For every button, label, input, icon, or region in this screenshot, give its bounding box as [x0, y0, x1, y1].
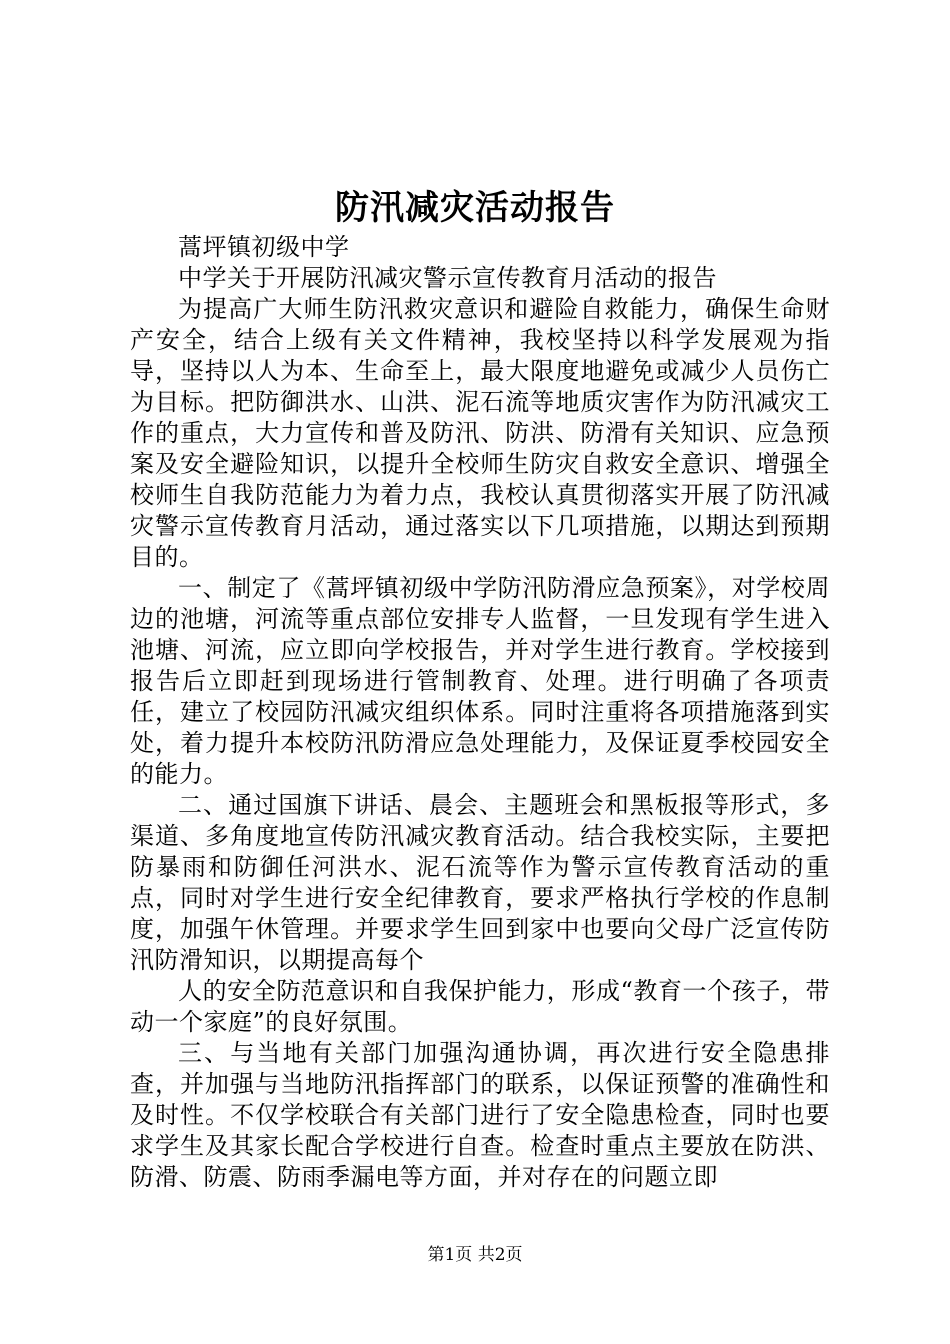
paragraph-report-subtitle: 中学关于开展防汛减灾警示宣传教育月活动的报告: [178, 264, 717, 292]
paragraph-measure-two-continued: 人的安全防范意识和自我保护能力，形成“教育一个孩子，带动一个家庭”的良好氛围。: [130, 977, 830, 1036]
page-footer: 第1页 共2页: [427, 1245, 523, 1265]
document-body: [130, 232, 830, 1193]
document-title: 防汛减灾活动报告: [335, 188, 615, 228]
paragraph-measure-two: 二、通过国旗下讲话、晨会、主题班会和黑板报等形式，多渠道、多角度地宣传防汛减灾教育活动。结合我校实际，主要把防暴雨和防御任河洪水、泥石流等作为警示宣传教育活动的重点，同时对学生进行安全纪律教育，要求严格执行学校的作息制度，加强午休管理。并要求学生回到家中也要向父母广泛宣传防汛防滑知识，以期提高每个: [130, 791, 830, 974]
paragraph-school-name: 蒿坪镇初级中学: [178, 233, 350, 261]
paragraph-intro: 为提高广大师生防汛救灾意识和避险自救能力，确保生命财产安全，结合上级有关文件精神，我校坚持以科学发展观为指导，坚持以人为本、生命至上，最大限度地避免或减少人员伤亡为目标。把防御洪水、山洪、泥石流等地质灾害作为防汛减灾工作的重点，大力宣传和普及防汛、防洪、防滑有关知识、应急预案及安全避险知识，以提升全校师生防灾自救安全意识、增强全校师生自我防范能力为着力点，我校认真贯彻落实开展了防汛减灾警示宣传教育月活动，通过落实以下几项措施，以期达到预期目的。: [130, 295, 830, 571]
paragraph-measure-one: 一、制定了《蒿坪镇初级中学防汛防滑应急预案》，对学校周边的池塘，河流等重点部位安排专人监督，一旦发现有学生进入池塘、河流，应立即向学校报告，并对学生进行教育。学校接到报告后立即赶到现场进行管制教育、处理。进行明确了各项责任，建立了校园防汛减灾组织体系。同时注重将各项措施落到实处，着力提升本校防汛防滑应急处理能力，及保证夏季校园安全的能力。: [130, 574, 830, 788]
paragraph-measure-three: 三、与当地有关部门加强沟通协调，再次进行安全隐患排查，并加强与当地防汛指挥部门的联系，以保证预警的准确性和及时性。不仅学校联合有关部门进行了安全隐患检查，同时也要求学生及其家长配合学校进行自查。检查时重点主要放在防洪、防滑、防震、防雨季漏电等方面，并对存在的问题立即: [130, 1039, 830, 1191]
